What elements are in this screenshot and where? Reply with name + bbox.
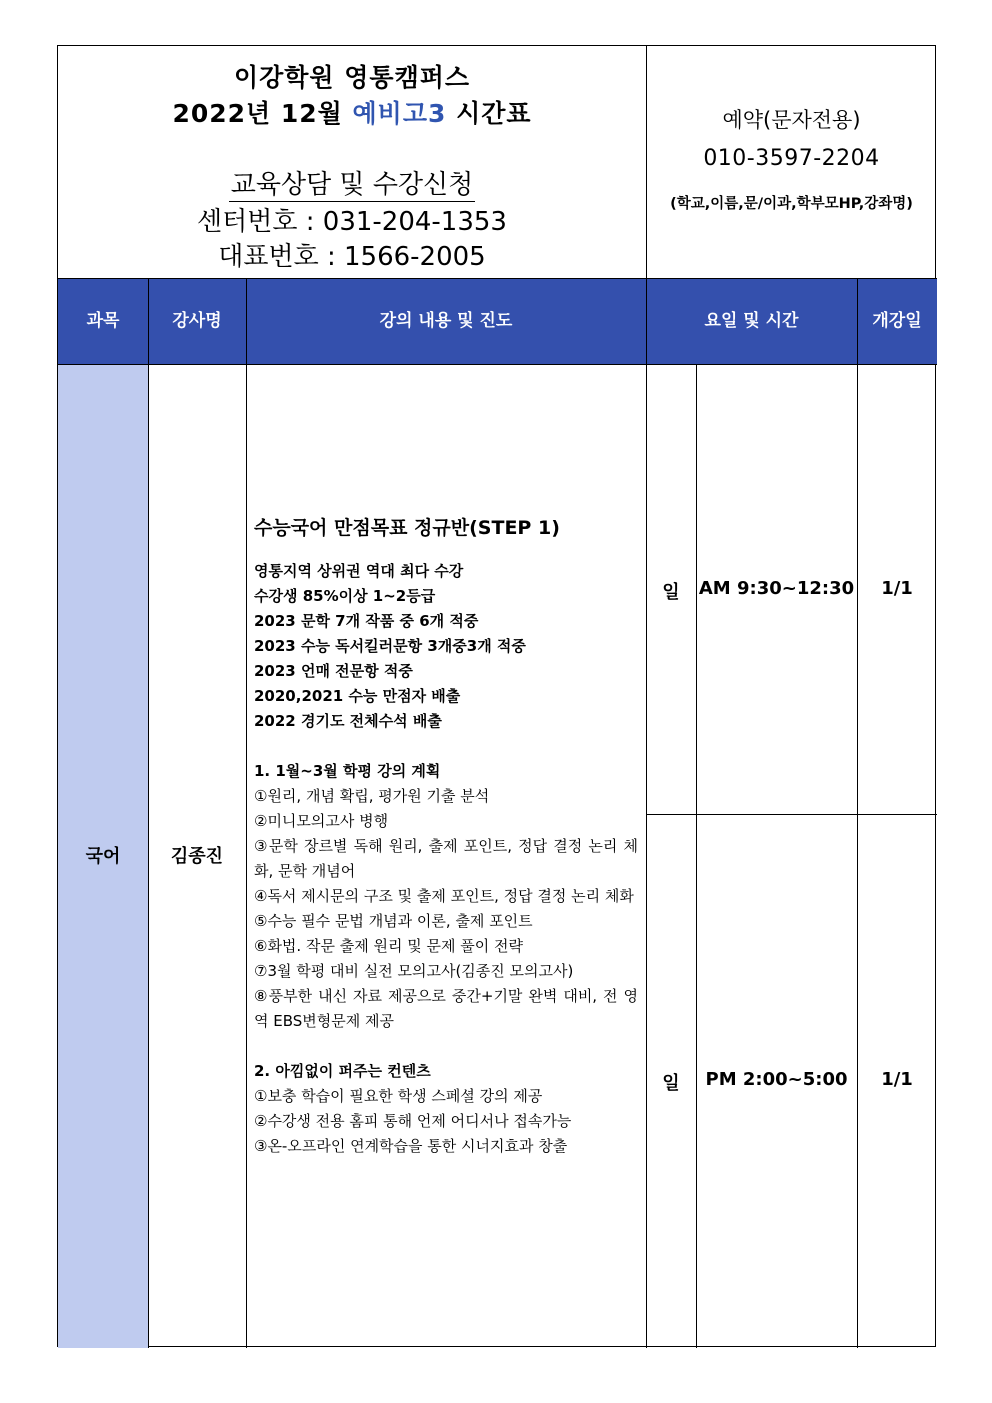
- section-2-item: ②수강생 전용 홈피 통해 언제 어디서나 접속가능: [254, 1112, 572, 1130]
- section-1-item: ⑥화법. 작문 출제 원리 및 문제 풀이 전략: [254, 937, 523, 955]
- reservation-block: [646, 46, 937, 278]
- course-content: [254, 516, 638, 1159]
- reservation-label: 예약(문자전용): [722, 108, 861, 132]
- highlight-item: 수강생 85%이상 1~2등급: [254, 587, 436, 605]
- highlight-item: 2020,2021 수능 만점자 배출: [254, 687, 461, 705]
- highlight-item: 2023 수능 독서킬러문항 3개중3개 적중: [254, 637, 526, 655]
- session-2-start: 1/1: [881, 1069, 913, 1090]
- center-phone: 센터번호 : 031-204-1353: [197, 207, 507, 237]
- title-suffix: 시간표: [446, 99, 532, 128]
- section-1-item: ②미니모의고사 병행: [254, 812, 389, 830]
- table-header: [58, 278, 937, 364]
- section-1-item: ①원리, 개념 확립, 평가원 기출 분석: [254, 787, 490, 805]
- grid-line: [148, 278, 149, 1348]
- session-1-time: AM 9:30~12:30: [698, 578, 855, 599]
- section-2-item: ①보충 학습이 필요한 학생 스페셜 강의 제공: [254, 1087, 543, 1105]
- section-1-item: ⑧풍부한 내신 자료 제공으로 중간+기말 완벽 대비, 전 영역 EBS변형문제 제공: [254, 987, 638, 1030]
- highlight-item: 2023 언매 전문항 적중: [254, 662, 413, 680]
- highlight-item: 영통지역 상위권 역대 최다 수강: [254, 562, 464, 580]
- section-1-item: ③문학 장르별 독해 원리, 출제 포인트, 정답 결정 논리 체화, 문학 개념어: [254, 837, 638, 880]
- reservation-phone: 010-3597-2204: [703, 146, 880, 171]
- title-block: [58, 46, 646, 278]
- header-schedule: 요일 및 시간: [704, 311, 799, 331]
- grid-line: [857, 278, 858, 1348]
- highlight-item: 2022 경기도 전체수석 배출: [254, 712, 442, 730]
- grid-line: [58, 364, 937, 365]
- header-content: 강의 내용 및 진도: [379, 311, 513, 331]
- consult-title: 교육상담 및 수강신청: [230, 170, 474, 200]
- title-prefix: 2022년 12월: [172, 99, 353, 128]
- grid-line: [646, 814, 937, 815]
- section-1-item: ⑤수능 필수 문법 개념과 이론, 출제 포인트: [254, 912, 533, 930]
- section-2-title: 2. 아낌없이 퍼주는 컨텐츠: [254, 1062, 431, 1080]
- header-subject: 과목: [86, 311, 120, 331]
- grid-line: [58, 278, 937, 279]
- section-2-item: ③온-오프라인 연계학습을 통한 시너지효과 창출: [254, 1137, 568, 1155]
- session-1-start: 1/1: [881, 578, 913, 599]
- section-1-item: ⑦3월 학평 대비 실전 모의고사(김종진 모의고사): [254, 962, 574, 980]
- timetable-title: [58, 94, 646, 130]
- title-grade: 예비고3: [352, 99, 447, 128]
- reservation-note: (학교,이름,문/이과,학부모HP,강좌명): [670, 196, 913, 212]
- course-title: 수능국어 만점목표 정규반(STEP 1): [254, 517, 560, 539]
- session-2-day: 일: [662, 1073, 680, 1094]
- grid-line: [646, 46, 647, 1348]
- section-1-title: 1. 1월~3월 학평 강의 계획: [254, 762, 441, 780]
- highlight-item: 2023 문학 7개 작품 중 6개 적중: [254, 612, 479, 630]
- header-start-date: 개강일: [872, 311, 922, 331]
- session-2-time: PM 2:00~5:00: [705, 1069, 848, 1090]
- main-phone: 대표번호 : 1566-2005: [218, 242, 486, 272]
- grid-line: [696, 364, 697, 1348]
- subject-cell: [58, 364, 148, 1348]
- grid-line: [246, 278, 247, 1348]
- session-1-day: 일: [662, 582, 680, 603]
- header-teacher: 강사명: [172, 311, 222, 331]
- academy-name: 이강학원 영통캠퍼스: [233, 63, 471, 92]
- subject-name: 국어: [85, 846, 121, 867]
- section-1-item: ④독서 제시문의 구조 및 출제 포인트, 정답 결정 논리 체화: [254, 887, 634, 905]
- timetable-sheet: [57, 45, 936, 1347]
- teacher-name: 김종진: [170, 846, 224, 867]
